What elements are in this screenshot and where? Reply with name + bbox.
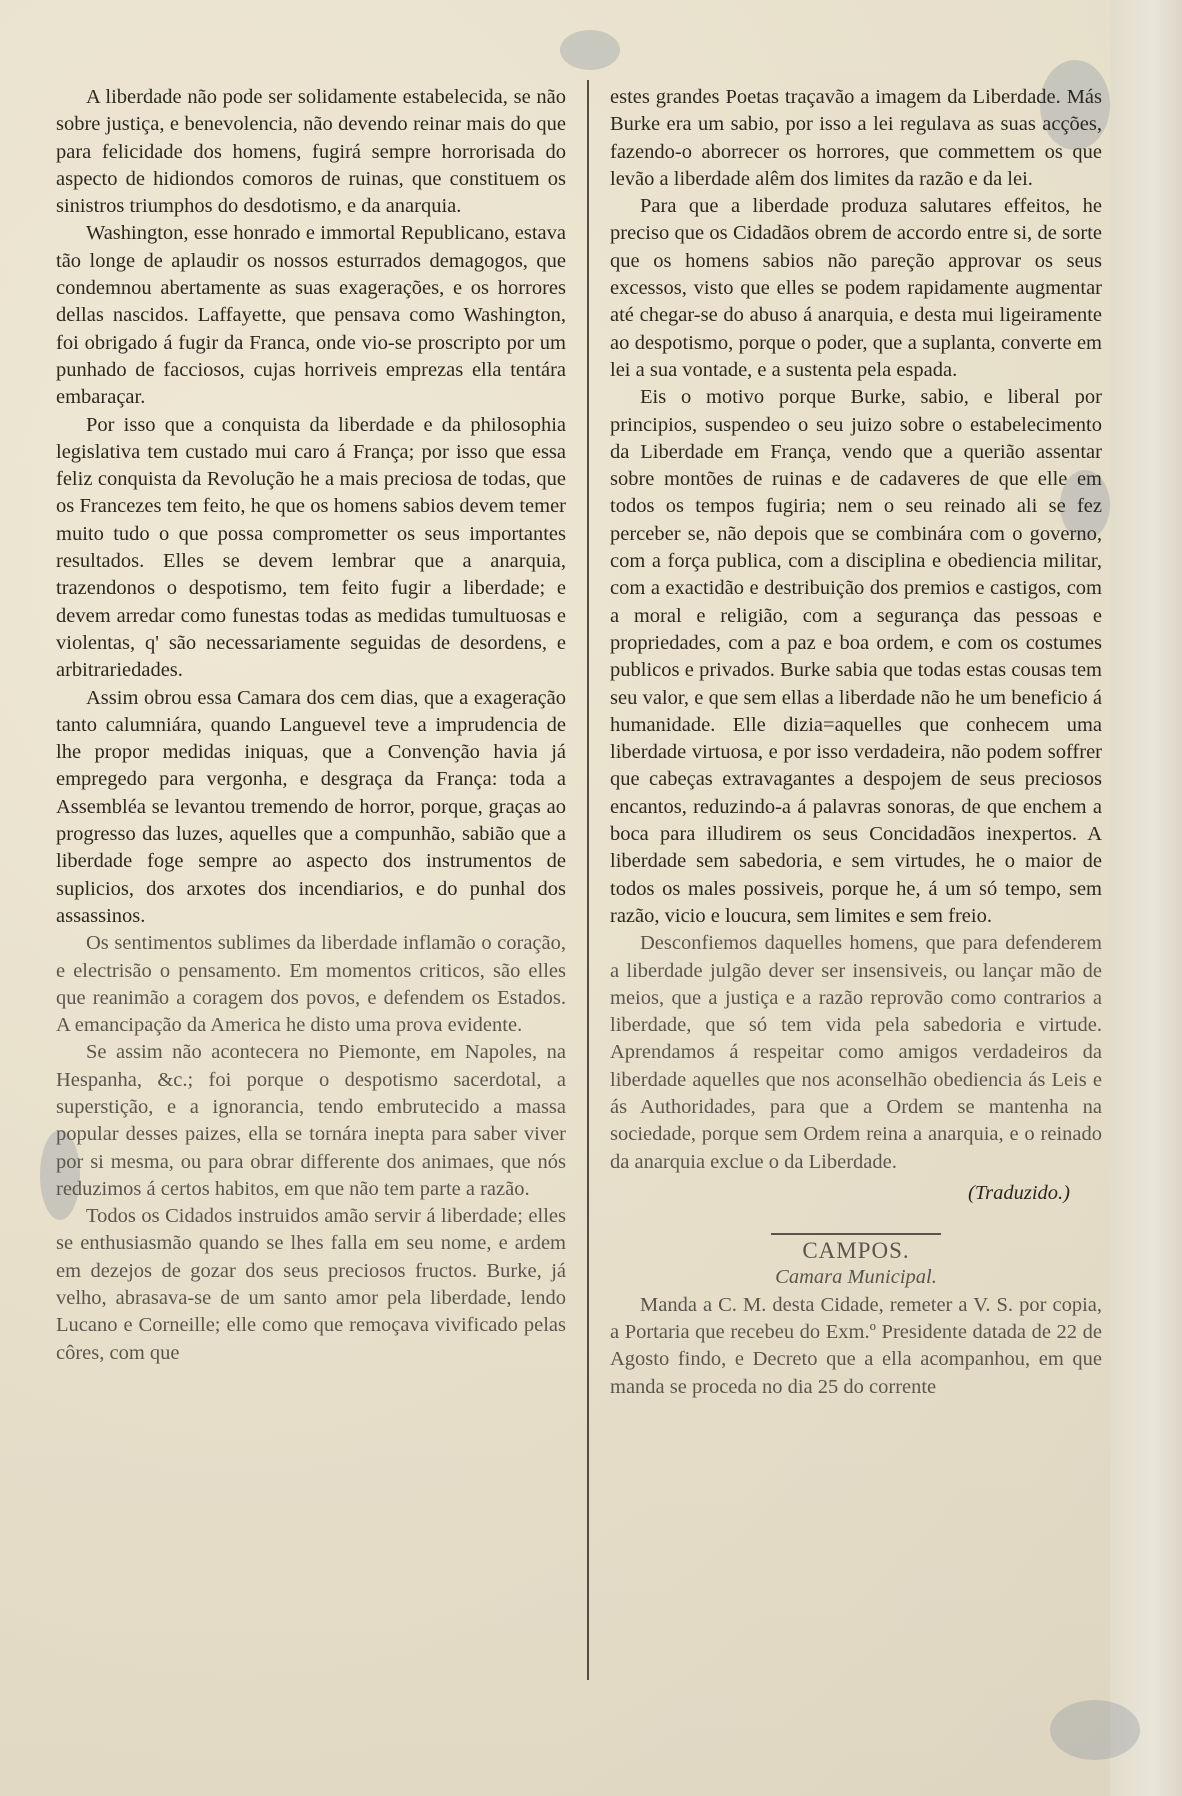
paragraph: Washington, esse honrado e immortal Republicano, estava tão longe de aplaudir os nossos esturrados demagogos, que condemnou abertamente as suas exagerações, e os horrores dellas nascidos. Laffayette, que pensava como Washington, foi obrigado á fugir da Franca, onde vio-se proscripto por um punhado de facciosos, cujas horriveis emprezas ella tentára embaraçar. <box>56 222 566 409</box>
paragraph: Desconfiemos daquelles homens, que para defenderem a liberdade julgão dever ser insensiveis, ou lançar mão de meios, que a justiça e a razão reprovão como contrarios a liberdade, que só tem vida pela sabedoria e virtude. Aprendamos á respeitar como amigos verdadeiros da liberdade aquelles que nos aconselhão obediencia ás Leis e ás Authoridades, para que a Ordem se mantenha na sociedade, porque sem Ordem reina a anarquia, e o reinado da anarquia exclue o da Liberdade. <box>610 932 1102 1173</box>
paragraph: Se assim não acontecera no Piemonte, em Napoles, na Hespanha, &c.; foi porque o despotismo sacerdotal, a superstição, e a ignorancia, tendo embrutecido a massa popular desses paizes, ella se tornára inepta para saber viver por si mesma, ou para obrar differente dos animaes, que nós reduzimos á certos habitos, em que não tem parte a razão. <box>56 1041 566 1200</box>
ink-stain <box>560 30 620 70</box>
section-title: CAMPOS. <box>802 1238 910 1264</box>
paragraph: Manda a C. M. desta Cidade, remeter a V. S. por copia, a Portaria que recebeu do Exm.º Presidente datada de 22 de Agosto findo, e Decreto que a ella acompanhou, em que manda se proceda no dia 25 do corrente <box>610 1293 1102 1398</box>
signature: (Traduzido.) <box>968 1181 1070 1204</box>
paragraph: Todos os Cidados instruidos amão servir á liberdade; elles se enthusiasmão quando se lhes falla em seu nome, e ardem em dezejos de gozar dos seus preciosos fructos. Burke, já velho, abrasava-se de um santo amor pela liberdade, lendo Lucano e Corneille; elle como que remoçava vivificado pelas côres, com que <box>56 1205 566 1364</box>
section-divider <box>771 1233 941 1235</box>
column-divider <box>587 80 589 1680</box>
paragraph: Os sentimentos sublimes da liberdade inflamão o coração, e electrisão o pensamento. Em momentos criticos, são elles que reanimão a coragem dos povos, e defendem os Estados. A emancipação da America he disto uma prova evidente. <box>56 932 566 1037</box>
left-column <box>56 84 566 1367</box>
paragraph: Assim obrou essa Camara dos cem dias, que a exageração tanto calumniára, quando Languevel teve a imprudencia de lhe propor medidas iniquas, que a Convenção havia já empregedo para vergonha, e desgraça da França: toda a Assembléa se levantou tremendo de horror, porque, graças ao progresso das luzes, aquelles que a compunhão, sabião que a liberdade foge sempre ao aspecto dos instrumentos de suplicios, dos arxotes dos incendiarios, e do punhal dos assassinos. <box>56 686 566 927</box>
paragraph: A liberdade não pode ser solidamente estabelecida, se não sobre justiça, e benevolencia, não devendo reinar mais do que para felicidade dos homens, fugirá sempre horrorisada do aspecto de hidiondos comoros de ruinas, que constituem os sinistros triumphos do desdotismo, e da anarquia. <box>56 86 566 218</box>
paragraph: Eis o motivo porque Burke, sabio, e liberal por principios, suspendeo o seu juizo sobre o estabelecimento da Liberdade em França, vendo que a querião assentar sobre montões de ruinas e de cadaveres de que elle em todos os tempos fugiria; nem o seu reinado ali se fez perceber se, não depois que se combinára com o governo, com a força publica, com a disciplina e obediencia militar, com a exactidão e destribuição dos premios e castigos, com a moral e religião, com a segurança das pessoas e propriedades, com a paz e boa ordem, e com os costumes publicos e privados. Burke sabia que todas estas cousas tem seu valor, e que sem ellas a liberdade não he um beneficio á humanidade. Elle dizia=aquelles que conhecem uma liberdade virtuosa, e por isso verdadeira, não podem soffrer que cabeças extravagantes a despojem de seus preciosos encantos, reduzindo-a á palavras sonoras, de que enchem a boca para illudirem os seus Concidadãos inexpertos. A liberdade sem sabedoria, e sem virtudes, he o maior de todos os males possiveis, porque he, á um só tempo, sem razão, vicio e loucura, sem limites e sem freio. <box>610 386 1102 927</box>
page-margin <box>1110 0 1182 1796</box>
paragraph: Para que a liberdade produza salutares effeitos, he preciso que os Cidadãos obrem de accordo entre si, de sorte que os homens sabios não pareção approvar os seus excessos, visto que elles se podem rapidamente augmentar até chegar-se do abuso á anarquia, e desta mui ligeiramente ao despotismo, porque o poder, que a suplanta, converte em lei a sua vontade, e a sustenta pela espada. <box>610 195 1102 381</box>
paragraph: estes grandes Poetas traçavão a imagem da Liberdade. Más Burke era um sabio, por isso a lei regulava as suas acções, fazendo-o aborrecer os horrores, que commettem os que levão a liberdade alêm dos limites da razão e da lei. <box>610 86 1102 190</box>
paragraph: Por isso que a conquista da liberdade e da philosophia legislativa tem custado mui caro á França; por isso que essa feliz conquista da Revolução he a mais preciosa de todas, que os Francezes tem feito, he que os homens sabios devem temer muito tudo o que possa comprometter os seus importantes resultados. Elles se devem lembrar que a anarquia, trazendonos o despotismo, tem feito fugir a liberdade; e devem arredar como funestas todas as medidas tumultuosas e violentas, q' são necessariamente seguidas de desordens, e arbitrariedades. <box>56 413 566 682</box>
ink-stain <box>1050 1700 1140 1760</box>
right-column <box>610 84 1102 1401</box>
section-subtitle: Camara Municipal. <box>775 1266 937 1289</box>
